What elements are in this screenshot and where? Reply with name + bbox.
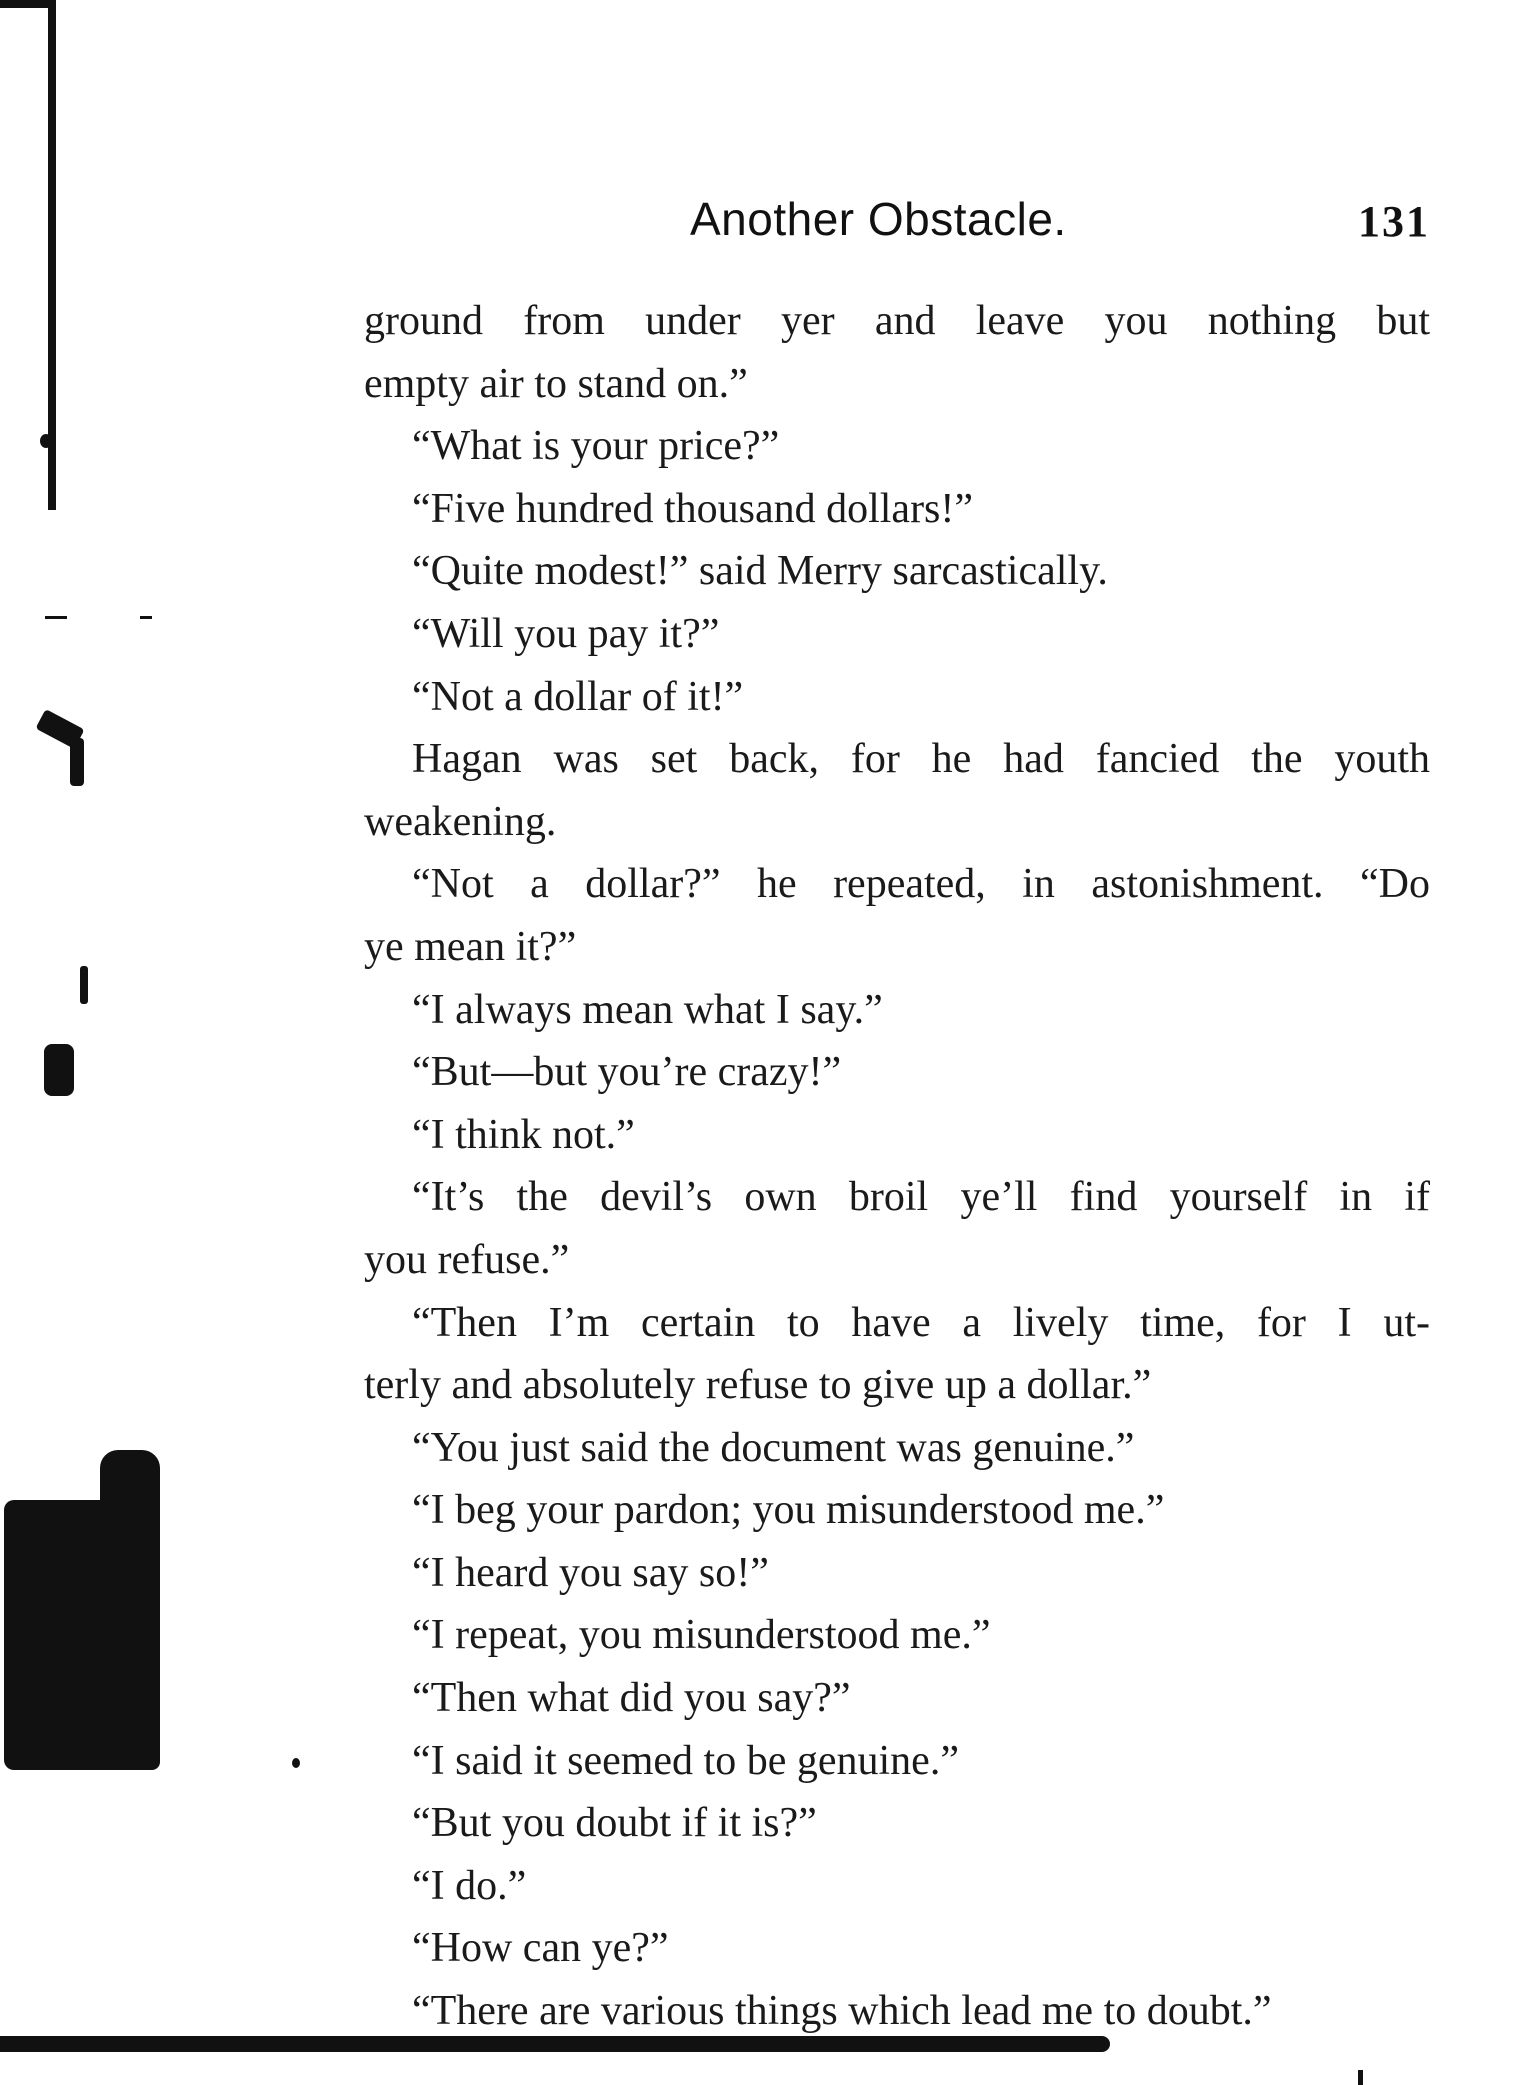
- page-number: 131: [1358, 197, 1430, 246]
- text-line: “Not a dollar of it!”: [412, 673, 744, 720]
- body-text: [364, 290, 1430, 2043]
- text-line: “I always mean what I say.”: [412, 986, 883, 1033]
- text-line: ye mean it?”: [364, 923, 577, 970]
- text-line: “I beg your pardon; you misunderstood me.”: [412, 1487, 1165, 1534]
- scan-speck: [45, 616, 67, 619]
- scan-smear: [100, 1450, 160, 1770]
- scan-edge-bar: [48, 0, 56, 510]
- scan-speck: [40, 434, 52, 448]
- text-line: “You just said the document was genuine.”: [412, 1424, 1135, 1471]
- text-line: “I repeat, you misunderstood me.”: [412, 1612, 991, 1659]
- text-line: “Five hundred thousand dollars!”: [412, 485, 974, 532]
- text-line: “I said it seemed to be genuine.”: [412, 1737, 959, 1784]
- scan-speck: [44, 1044, 74, 1096]
- text-line: “I think not.”: [412, 1111, 635, 1158]
- scan-speck: [80, 966, 88, 1004]
- text-line: “Then what did you say?”: [412, 1675, 851, 1722]
- text-line: terly and absolutely refuse to give up a dollar.”: [364, 1362, 1152, 1409]
- text-line: “I do.”: [412, 1862, 527, 1909]
- running-head-title: Another Obstacle.: [690, 193, 1067, 245]
- text-line: “I heard you say so!”: [412, 1549, 769, 1596]
- text-line: weakening.: [364, 798, 557, 845]
- text-line: “But you doubt if it is?”: [412, 1800, 817, 1847]
- text-line: “Quite modest!” said Merry sarcastically.: [412, 548, 1108, 595]
- text-line: “What is your price?”: [412, 423, 780, 470]
- text-line: “Will you pay it?”: [412, 610, 720, 657]
- text-line: “It’s the devil’s own broil ye’ll find yourself in if: [412, 1174, 1430, 1221]
- text-line: “Not a dollar?” he repeated, in astonishment. “Do: [412, 861, 1430, 908]
- scan-speck: [70, 738, 84, 786]
- text-line: “There are various things which lead me to doubt.”: [412, 1988, 1272, 2035]
- text-line: “Then I’m certain to have a lively time, for I ut-: [412, 1299, 1430, 1346]
- text-line: ground from under yer and leave you nothing but: [364, 298, 1430, 344]
- text-line: empty air to stand on.”: [364, 360, 748, 407]
- text-line: you refuse.”: [364, 1236, 570, 1283]
- text-line: Hagan was set back, for he had fancied the youth: [412, 736, 1430, 783]
- text-line: “How can ye?”: [412, 1925, 669, 1972]
- scan-speck: [140, 616, 152, 619]
- scan-edge-hook: [0, 0, 56, 8]
- scan-speck: [292, 1758, 300, 1768]
- scan-speck: [1358, 2070, 1363, 2085]
- text-line: “But—but you’re crazy!”: [412, 1049, 842, 1096]
